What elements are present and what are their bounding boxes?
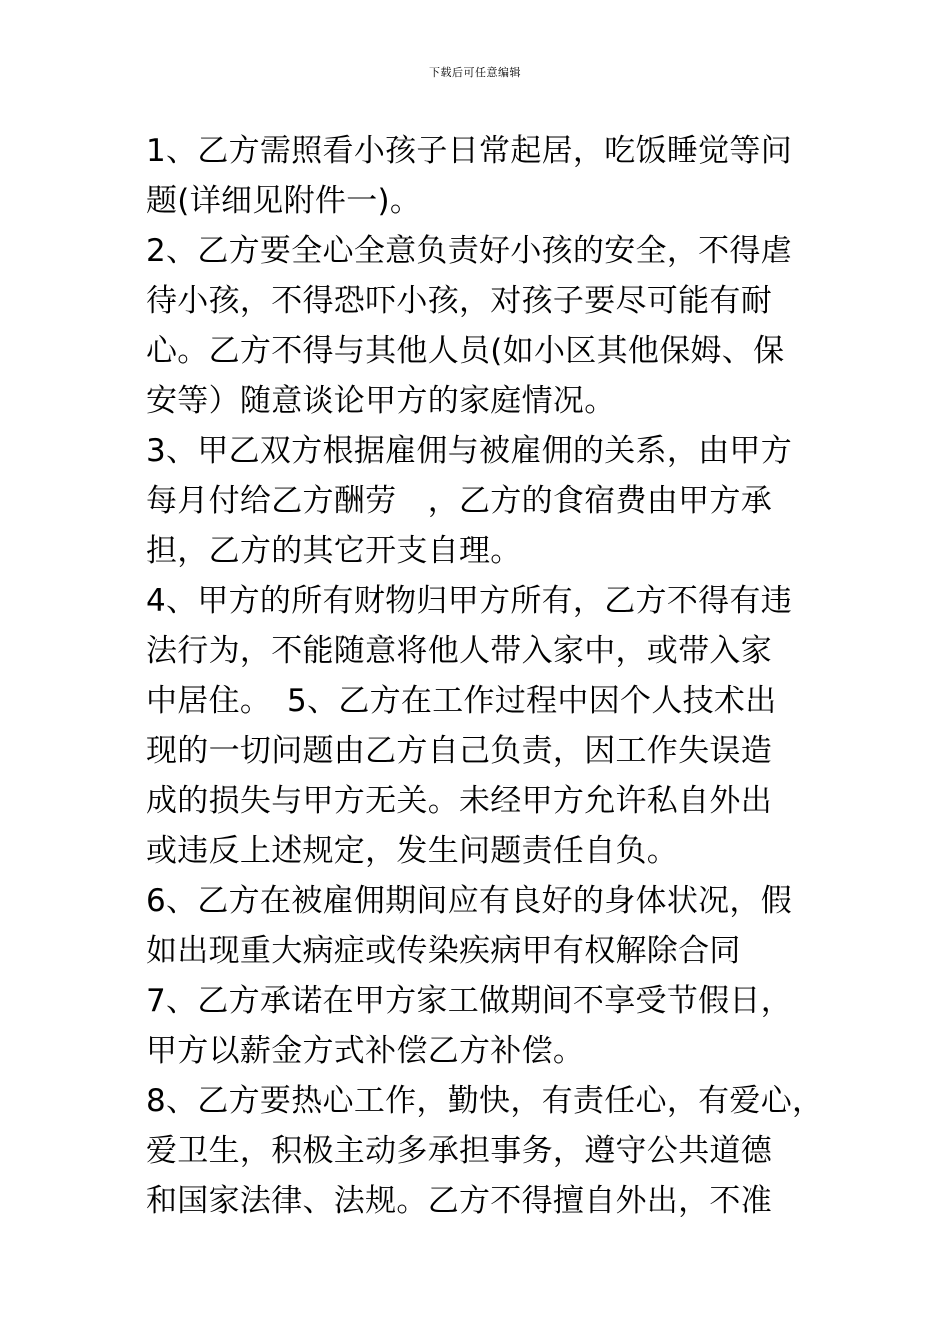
document-body <box>146 126 824 1226</box>
text-line: 爱卫生，积极主动多承担事务，遵守公共道德 <box>146 1133 772 1169</box>
text-line: 3、甲乙双方根据雇佣与被雇佣的关系，由甲方 <box>146 433 793 469</box>
text-line: 每月付给乙方酬劳 ，乙方的食宿费由甲方承 <box>146 483 772 519</box>
text-line: 安等）随意谈论甲方的家庭情况。 <box>146 383 616 419</box>
text-line: 现的一切问题由乙方自己负责，因工作失误造 <box>146 733 772 769</box>
text-line: 1、乙方需照看小孩子日常起居，吃饭睡觉等问 <box>146 133 793 169</box>
page-header: 下载后可任意编辑 <box>429 66 521 79</box>
text-line: 待小孩，不得恐吓小孩，对孩子要尽可能有耐 <box>146 283 772 319</box>
text-line: 2、乙方要全心全意负责好小孩的安全，不得虐 <box>146 233 793 269</box>
text-line: 中居住。 5、乙方在工作过程中因个人技术出 <box>146 683 777 719</box>
text-line: 7、乙方承诺在甲方家工做期间不享受节假日， <box>146 983 793 1019</box>
text-line: 如出现重大病症或传染疾病甲有权解除合同 <box>146 933 741 969</box>
text-line: 心。乙方不得与其他人员(如小区其他保姆、保 <box>146 333 785 369</box>
text-line: 担，乙方的其它开支自理。 <box>146 533 522 569</box>
text-line: 成的损失与甲方无关。未经甲方允许私自外出 <box>146 783 772 819</box>
text-line: 甲方以薪金方式补偿乙方补偿。 <box>146 1033 585 1069</box>
text-line: 或违反上述规定，发生问题责任自负。 <box>146 833 679 869</box>
text-line: 8、乙方要热心工作，勤快，有责任心，有爱心， <box>146 1083 824 1119</box>
text-line: 和国家法律、法规。乙方不得擅自外出，不准 <box>146 1183 772 1219</box>
text-line: 6、乙方在被雇佣期间应有良好的身体状况，假 <box>146 883 793 919</box>
text-line: 4、甲方的所有财物归甲方所有，乙方不得有违 <box>146 583 793 619</box>
text-line: 法行为，不能随意将他人带入家中，或带入家 <box>146 633 772 669</box>
text-line: 题(详细见附件一)。 <box>146 183 422 219</box>
